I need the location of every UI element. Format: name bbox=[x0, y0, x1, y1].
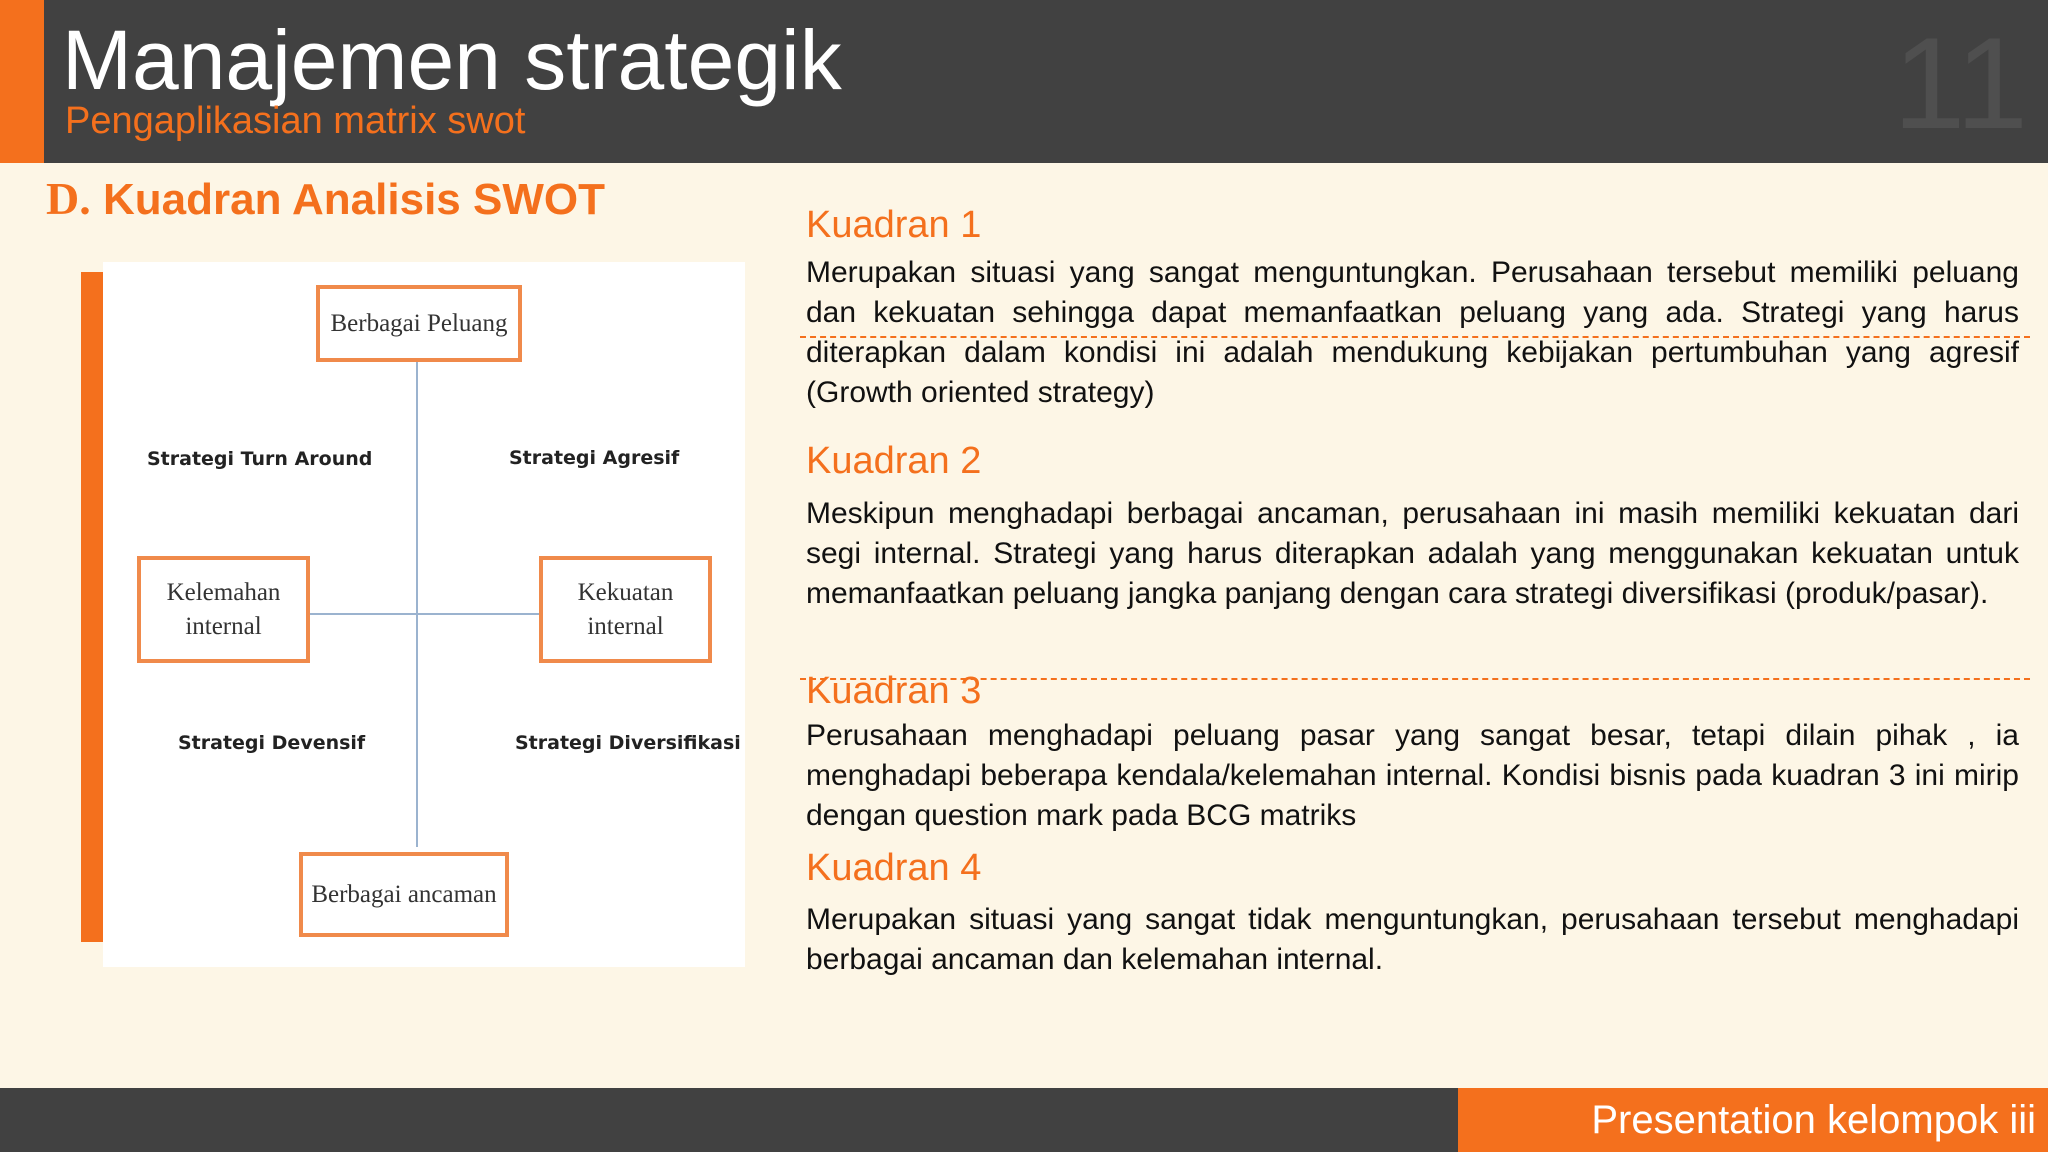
kuadran-1-title: Kuadran 1 bbox=[806, 204, 982, 246]
section-heading bbox=[46, 172, 605, 225]
header-accent-bar bbox=[0, 0, 44, 163]
box-kekuatan-line2: internal bbox=[587, 612, 664, 640]
kuadran-1-text: Merupakan situasi yang sangat menguntungkan. Perusahaan tersebut memiliki peluang dan kekuatan sehingga dapat memanfaatkan peluang yang ada. Strategi yang harus diterapkan dalam kondisi ini adalah mendukung kebijakan pertumbuhan yang agresif (Growth oriented strategy) bbox=[806, 256, 2019, 409]
box-kelemahan-line1: Kelemahan bbox=[166, 578, 281, 606]
kuadran-3-text: Perusahaan menghadapi peluang pasar yang sangat besar, tetapi dilain pihak , ia menghadapi beberapa kendala/kelemahan internal. Kondisi bisnis pada kuadran 3 ini mirip dengan question mark pada BCG matriks bbox=[806, 719, 2019, 832]
dashed-divider-2 bbox=[800, 678, 2030, 680]
kuadran-4-text: Merupakan situasi yang sangat tidak menguntungkan, perusahaan tersebut menghadapi berbagai ancaman dan kelemahan internal. bbox=[806, 903, 2019, 976]
section-letter: D. bbox=[46, 173, 91, 224]
kuadran-3-title: Kuadran 3 bbox=[806, 670, 982, 712]
dashed-divider-1 bbox=[800, 336, 2030, 338]
slide-number: 11 bbox=[1893, 10, 2028, 156]
slide-subtitle: Pengaplikasian matrix swot bbox=[65, 100, 526, 142]
kuadran-4-title: Kuadran 4 bbox=[806, 847, 982, 889]
box-kekuatan-line1: Kekuatan bbox=[577, 578, 674, 606]
kuadran-2-title: Kuadran 2 bbox=[806, 440, 982, 482]
box-kelemahan-internal bbox=[137, 556, 310, 663]
label-strategi-agresif: Strategi Agresif bbox=[509, 447, 680, 469]
footer-presentation-tag: Presentation kelompok iii bbox=[1458, 1088, 2048, 1152]
kuadran-2-text: Meskipun menghadapi berbagai ancaman, perusahaan ini masih memiliki kekuatan dari segi internal. Strategi yang harus diterapkan adalah yang menggunakan kekuatan untuk memanfaatkan peluang jangka panjang dengan cara strategi diversifikasi (produk/pasar). bbox=[806, 497, 2019, 610]
box-kekuatan-internal-label bbox=[578, 576, 674, 644]
box-berbagai-ancaman bbox=[299, 852, 509, 937]
box-berbagai-ancaman-label: Berbagai ancaman bbox=[311, 880, 497, 908]
box-kelemahan-internal-label bbox=[167, 576, 281, 644]
diagram-accent-bar bbox=[81, 272, 103, 942]
label-strategi-turn-around: Strategi Turn Around bbox=[147, 448, 373, 470]
box-kekuatan-internal bbox=[539, 556, 712, 663]
box-berbagai-peluang-label: Berbagai Peluang bbox=[330, 309, 508, 337]
slide-title: Manajemen strategik bbox=[62, 13, 842, 107]
section-heading-text: Kuadran Analisis SWOT bbox=[102, 175, 605, 224]
box-kelemahan-line2: internal bbox=[185, 612, 262, 640]
label-strategi-diversifikasi: Strategi Diversifikasi bbox=[515, 732, 741, 754]
box-berbagai-peluang bbox=[316, 285, 522, 362]
label-strategi-devensif: Strategi Devensif bbox=[178, 732, 366, 754]
swot-diagram bbox=[103, 262, 745, 967]
